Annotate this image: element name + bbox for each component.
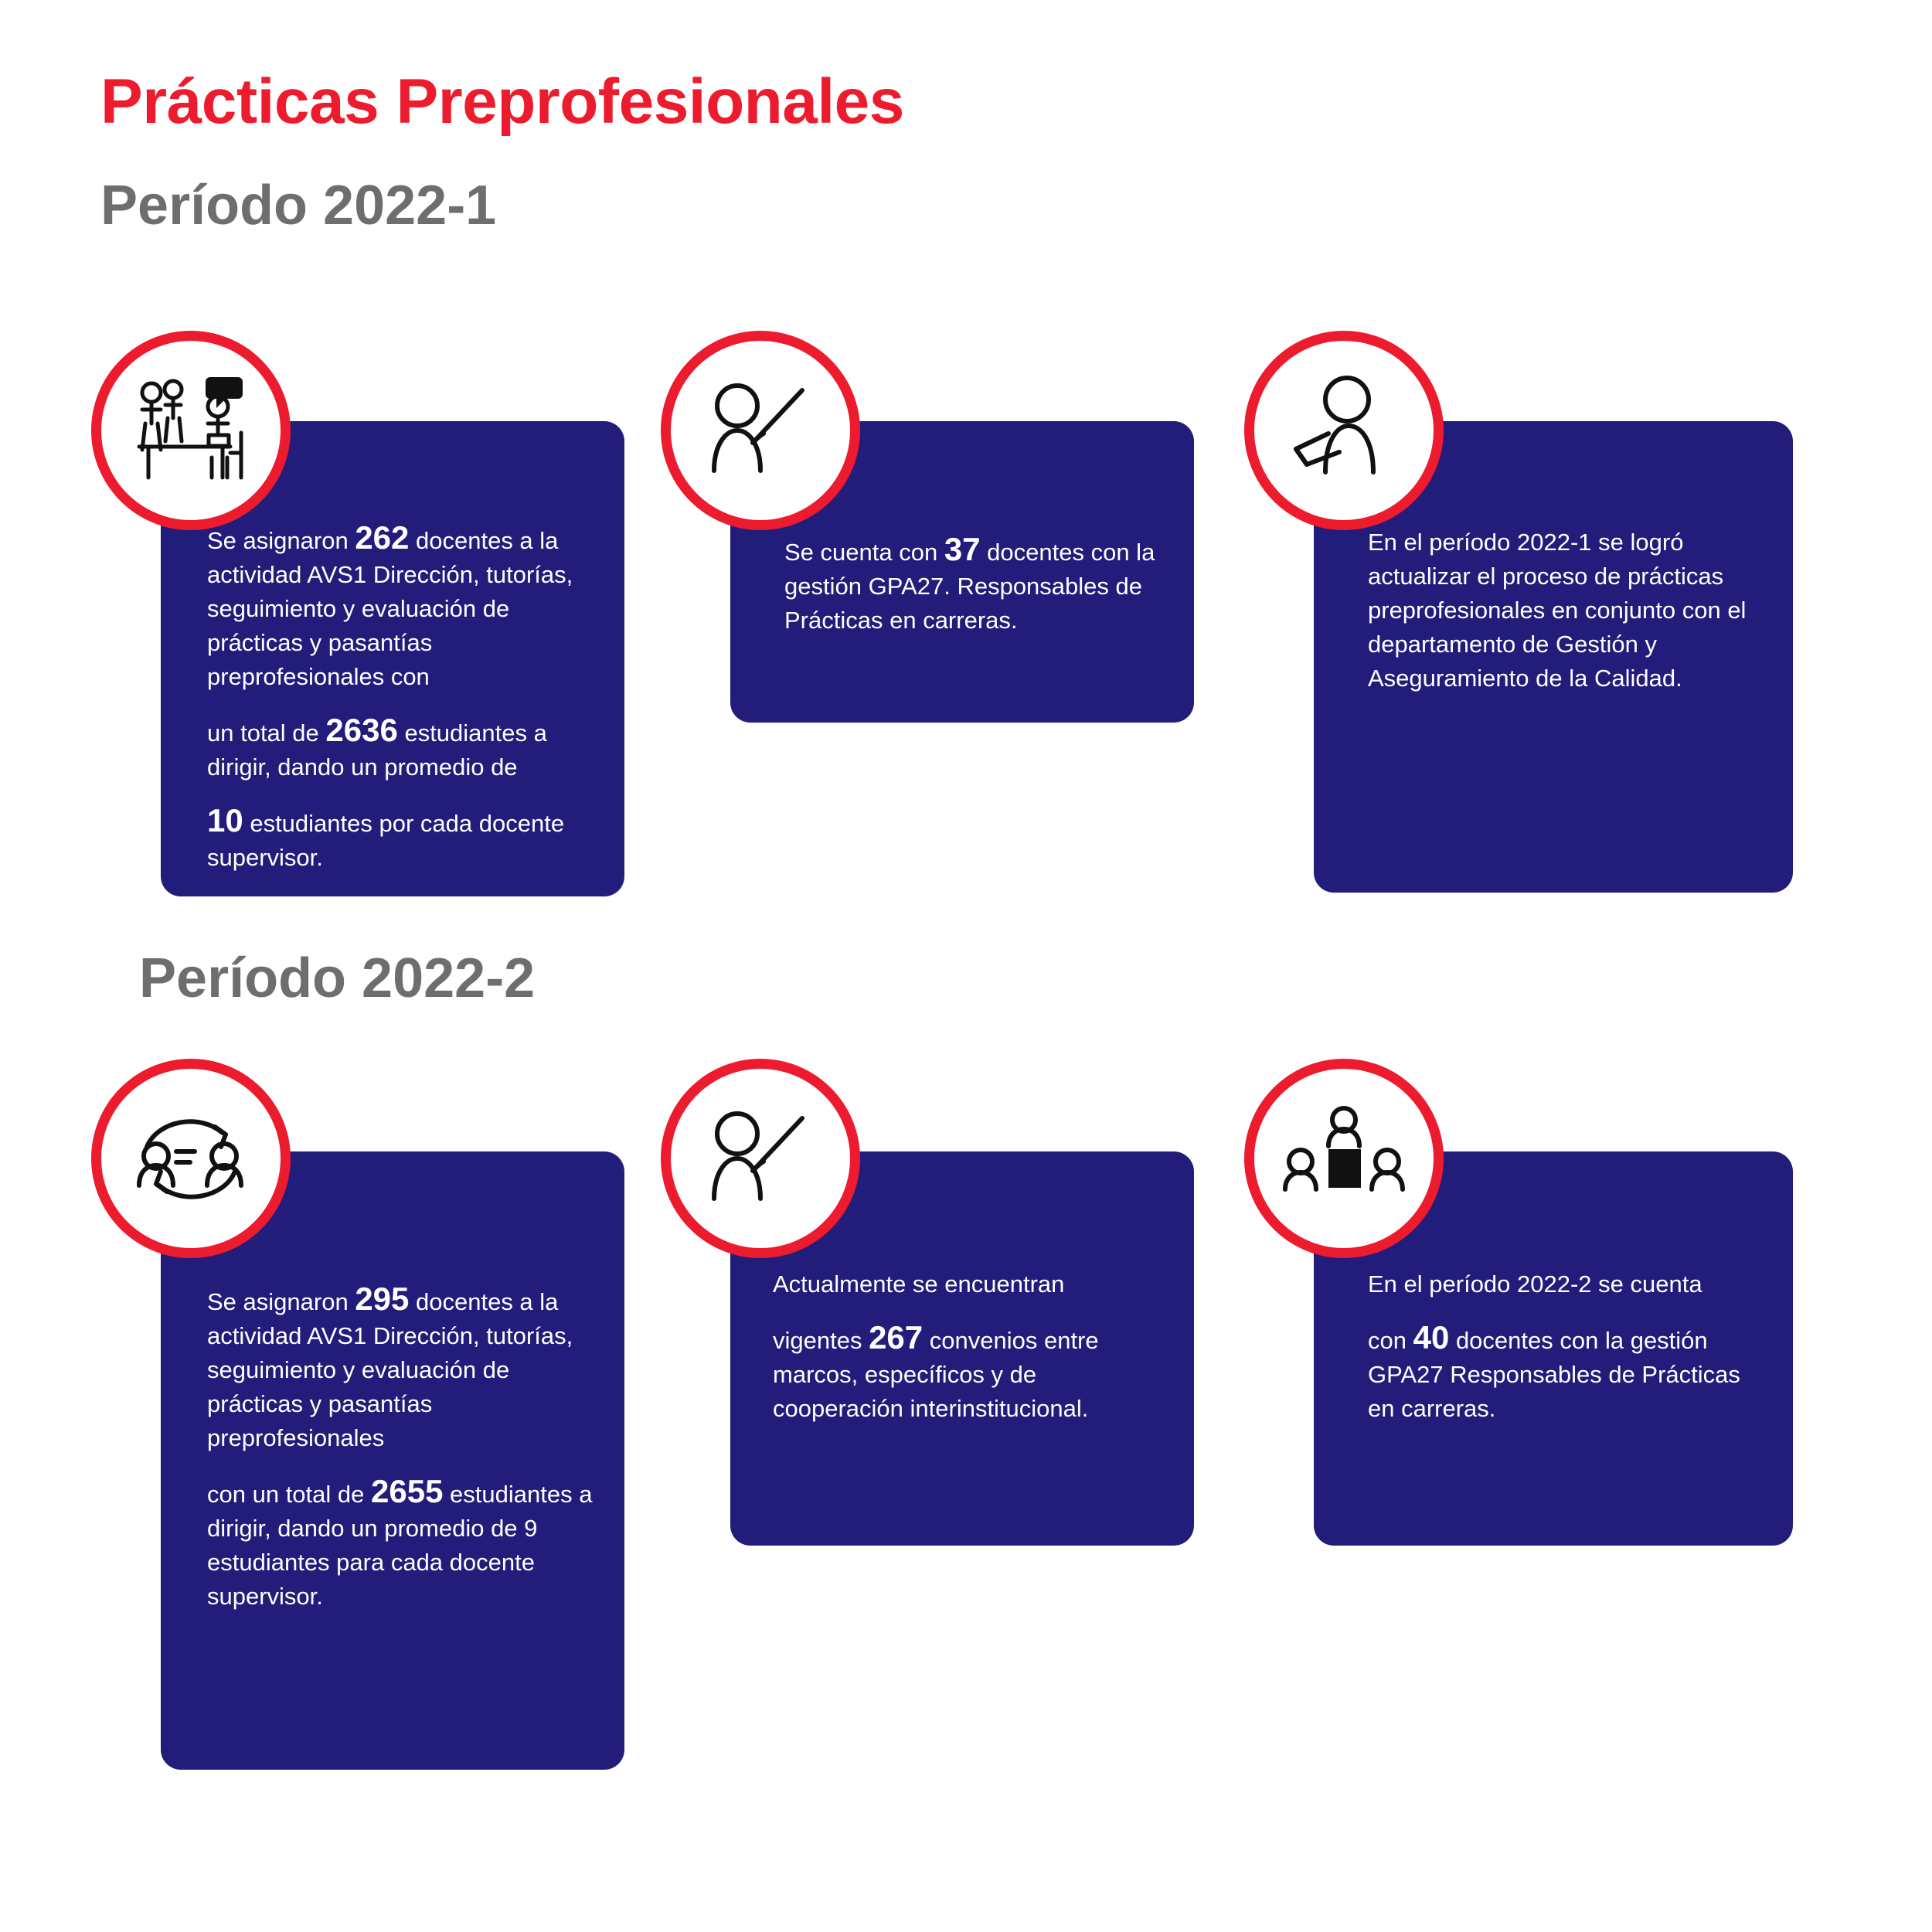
- meeting-presentation-icon: [1244, 1059, 1444, 1258]
- stat-paragraph: Se asignaron 295 docentes a la actividad AVS1 Dirección, tutorías, seguimiento y evaluación de prácticas y pasantías preprofesionales: [207, 1281, 573, 1452]
- teacher-pointer-icon: [661, 1059, 860, 1258]
- stat-value: 295: [355, 1281, 410, 1317]
- stat-value: 2636: [325, 712, 398, 749]
- stat-card-text: [1368, 526, 1762, 696]
- stat-paragraph: un total de 2636 estudiantes a dirigir, dando un promedio de: [207, 712, 547, 781]
- stat-paragraph: Actualmente se encuentran: [773, 1270, 1065, 1298]
- stat-paragraph: En el período 2022-2 se cuenta: [1368, 1270, 1702, 1298]
- teacher-pointer-icon: [661, 331, 860, 530]
- stat-paragraph: con 40 docentes con la gestión GPA27 Responsables de Prácticas en carreras.: [1368, 1319, 1740, 1423]
- section-title-period-2022-1: Período 2022-1: [100, 175, 497, 236]
- stat-paragraph: Se asignaron 262 docentes a la actividad AVS1 Dirección, tutorías, seguimiento y evaluación de prácticas y pasantías preprofesionales con: [207, 519, 573, 691]
- stat-paragraph: En el período 2022-1 se logró actualizar el proceso de prácticas preprofesionales en conjunto con el departamento de Gestión y Aseguramiento de la Calidad.: [1368, 529, 1747, 692]
- stat-card-text: [773, 1267, 1163, 1426]
- stat-value: 37: [944, 531, 981, 567]
- person-reading-document-icon: [1244, 331, 1444, 530]
- stat-card-text: [207, 1283, 594, 1614]
- stat-paragraph: Se cuenta con 37 docentes con la gestión GPA27. Responsables de Prácticas en carreras.: [784, 531, 1155, 634]
- teacher-desk-students-icon: [91, 331, 291, 530]
- stat-value: 262: [355, 519, 410, 556]
- stat-paragraph: con un total de 2655 estudiantes a dirigir, dando un promedio de 9 estudiantes para cada docente supervisor.: [207, 1473, 593, 1611]
- stat-paragraph: vigentes 267 convenios entre marcos, específicos y de cooperación interinstitucional.: [773, 1319, 1099, 1423]
- stat-value: 40: [1413, 1319, 1450, 1356]
- stat-card-text: [1368, 1267, 1762, 1426]
- stat-value: 10: [207, 802, 243, 839]
- stat-card-text: [207, 519, 594, 875]
- stat-paragraph: 10 estudiantes por cada docente supervisor.: [207, 802, 565, 872]
- page-title: Prácticas Preprofesionales: [100, 66, 904, 137]
- stat-value: 267: [869, 1319, 923, 1356]
- section-title-period-2022-2: Período 2022-2: [139, 947, 536, 1009]
- handshake-exchange-icon: [91, 1059, 291, 1258]
- stat-card-text: [784, 533, 1163, 638]
- stat-value: 2655: [371, 1473, 444, 1510]
